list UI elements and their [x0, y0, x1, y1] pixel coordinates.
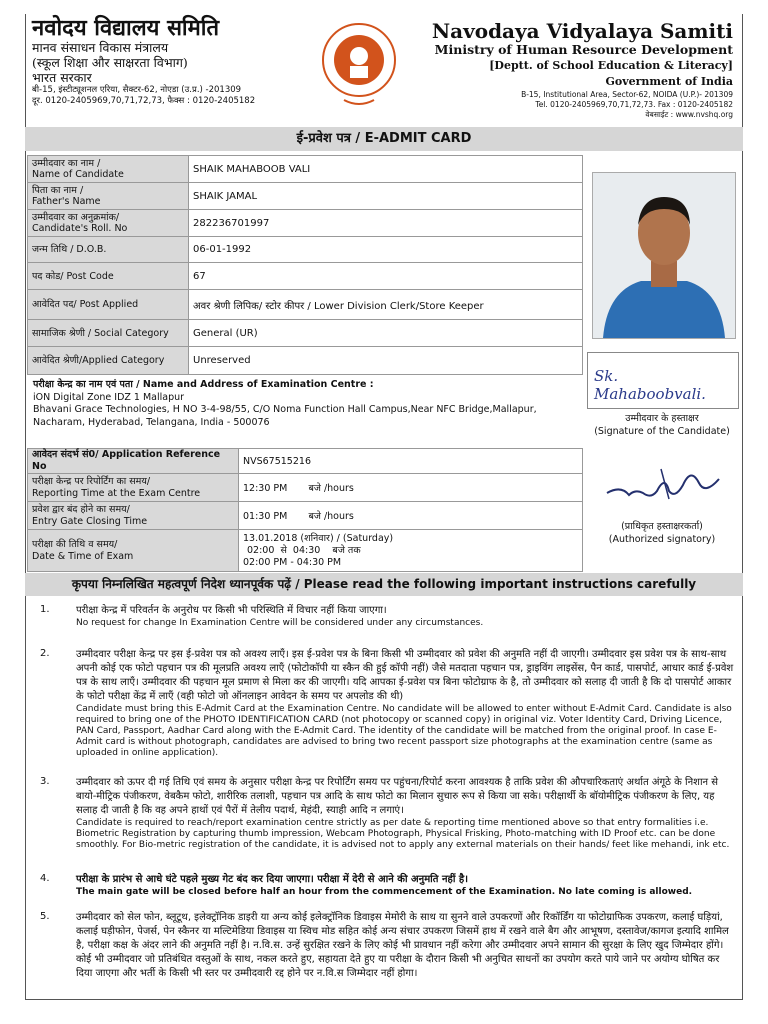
instruction-hindi: उम्मीदवार को ऊपर दी गई तिथि एवं समय के अनुसार परीक्षा केन्द्र पर रिपोर्टिंग समय पर पहुंचना/रिपोर्ट करना आवश्यक है ताकि प्रवेश की औपचारिकताएं अर्थात अंगूठे के निशान से बायो-मीट्रिक पंजीकरण, वेबकैम फोटो, शारीरिक तलाशी, पहचान पत्र आदि के साथ फोटो का मिलान सुचारु रूप से किया जा सके। परीक्षार्थी के बॉयोमीट्रिक पंजीकरण के लिए, यह सलाह दी जाती है कि वह अपने हाथों एवं पैरों में तेलीय पदार्थ, मेहंदी, स्याही आदि न लगाएं। [76, 777, 719, 816]
reporting-time-label: परीक्षा केन्द्र पर रिपोर्टिंग का समय/ Reporting Time at the Exam Centre [28, 474, 239, 502]
instruction-hindi: परीक्षा केन्द्र में परिवर्तन के अनुरोध पर किसी भी परिस्थिति में विचार नहीं किया जाएगा। [76, 605, 387, 616]
dept: [Deptt. of School Education & Literacy] [489, 59, 733, 72]
candidate-signature [587, 352, 739, 409]
signature-caption-en: (Signature of the Candidate) [594, 426, 730, 437]
exam-date-label: परीक्षा की तिथि व समय/ Date & Time of Exam [28, 530, 239, 572]
instruction-english: Candidate is required to reach/report examination centre strictly as per date & reporting time mentioned above so that entry formalities i.e. Biometric Registration by capturing thumb impression, Webcam Photograph, Physical Frisking, Photo-matching with ID Proof etc. can be done smoothly. For Bio-metric registration of the candidate, it is advised not to apply any external materials on their hands/ feet like mehandi, ink etc. [76, 818, 730, 850]
application-ref-label: आवेदन संदर्भ सं0/ Application Reference No [28, 449, 239, 474]
signature-text: Sk. Mahaboobvali. [594, 367, 706, 403]
instruction-hindi: परीक्षा के प्रारंभ से आधे घंटे पहले मुख्य गेट बंद कर दिया जाएगा। परीक्षा में देरी से आने की अनुमति नहीं है। [76, 874, 468, 885]
detail-value: 282236701997 [189, 210, 583, 237]
detail-value: General (UR) [189, 320, 583, 347]
instruction-number: 4. [40, 873, 50, 884]
detail-label: सामाजिक श्रेणी / Social Category [28, 320, 189, 347]
gate-closing-label: प्रवेश द्वार बंद होने का समय/ Entry Gate Closing Time [28, 502, 239, 530]
centre-name: iON Digital Zone IDZ 1 Mallapur [33, 391, 185, 403]
instruction-number: 3. [40, 776, 50, 787]
candidate-details-table [27, 155, 583, 375]
application-ref-value: NVS67515216 [239, 449, 583, 474]
authorized-signature-icon [595, 455, 730, 515]
instruction-number: 1. [40, 604, 50, 615]
address: B-15, Institutional Area, Sector-62, NOIDA (U.P.)- 201309 [521, 90, 733, 99]
detail-value: SHAIK JAMAL [189, 183, 583, 210]
detail-row [28, 183, 583, 210]
detail-label: उम्मीदवार का अनुक्रमांक/ Candidate's Roll. No [28, 210, 189, 237]
instruction-english: No request for change In Examination Centre will be considered under any circumstances. [76, 618, 484, 628]
hindi-address: बी-15, इंस्टीट्यूशनल एरिया, सैक्टर-62, नोएडा (उ.प्र.) -201309 [32, 85, 242, 95]
instruction-item [30, 873, 738, 898]
phone: Tel. 0120-2405969,70,71,72,73. Fax : 0120-2405182 [535, 100, 733, 109]
detail-value: 06-01-1992 [189, 237, 583, 263]
instruction-hindi: उम्मीदवार को सेल फोन, ब्लूटूथ, इलेक्ट्रॉनिक डाइरी या अन्य कोई इलेक्ट्रॉनिक डिवाइस मेमोरी के साथ या सुनने वाले उपकरणों और रिकॉर्डिंग या फोटोग्राफिक उपकरण, कलाई घड़ियां, कलाई घड़ीफोन, पेजर्स, पेन स्कैनर या मल्टिमेडिया डिवाइस या स्विच मोड सहित कोई अन्य संचार उपकरण जिसमें हाथ में रखने वाले बैग और आभूषण, दस्तावेज/कागज इत्यादि शामिल है, परीक्षा कक्ष के अंदर लाने की अनुमति नहीं है। न.वि.स. उन्हें सुरक्षित रखने के लिए कोई भी प्रावधान नहीं करेगा और उम्मीदवार अपने सामान की सुरक्षा के लिए खुद जिम्मेदार होंगे। कोई भी उम्मीदवार जो प्रतिबंधित वस्तुओं के साथ, नकल करते हुए, सहायता देते हुए या परीक्षा के दौरान किसी भी अनुचित साधनों का उपयोग करते पाये जाने पर अयोग्य घोषित कर दिया जाएगा और भर्ती के किसी भी स्तर पर उम्मीदवारी रद्द होने पर न.वि.स जिम्मेदार नहीं होगा। [76, 912, 729, 979]
detail-label: उम्मीदवार का नाम / Name of Candidate [28, 156, 189, 183]
instruction-item [30, 776, 738, 851]
hindi-phone: दूर. 0120-2405969,70,71,72,73, फैक्स : 0120-2405182 [32, 96, 256, 106]
page-title: ई-प्रवेश पत्र / E-ADMIT CARD [25, 127, 743, 151]
detail-row [28, 290, 583, 320]
instruction-number: 2. [40, 648, 50, 659]
signature-caption-hi: उम्मीदवार के हस्ताक्षर [625, 413, 699, 424]
instruction-item [30, 648, 738, 759]
centre-label: परीक्षा केन्द्र का नाम एवं पता / Name and Address of Examination Centre : [33, 379, 374, 390]
hindi-header [32, 16, 255, 107]
detail-row [28, 263, 583, 290]
detail-label: पद कोड/ Post Code [28, 263, 189, 290]
detail-label: जन्म तिथि / D.O.B. [28, 237, 189, 263]
hindi-org-name: नवोदय विद्यालय समिति [32, 15, 220, 41]
reporting-time-value: 12:30 PM बजे /hours [239, 474, 583, 502]
candidate-photo [592, 172, 736, 339]
instruction-item [30, 911, 738, 981]
detail-value: Unreserved [189, 347, 583, 375]
detail-value: SHAIK MAHABOOB VALI [189, 156, 583, 183]
org-name: Navodaya Vidyalaya Samiti [431, 19, 733, 43]
detail-row [28, 156, 583, 183]
instructions-title: कृपया निम्नलिखित महत्वपूर्ण निदेश ध्यानपूर्वक पढ़ें / Please read the following important instructions carefully [25, 573, 743, 596]
hindi-ministry: मानव संसाधन विकास मंत्रालय [32, 40, 169, 55]
govt: Government of India [605, 75, 733, 88]
instruction-hindi: उम्मीदवार परीक्षा केन्द्र पर इस ई-प्रवेश पत्र को अवश्य लाएँ। इस ई-प्रवेश पत्र के बिना किसी भी उम्मीदवार को प्रवेश की अनुमति नहीं दी जाएगी। उम्मीदवार इस प्रवेश पत्र के साथ-साथ अपनी कोई एक फोटो पहचान पत्र की मूलप्रति अवश्य लाएँ (फोटोकॉपी या स्कैन की हुई कॉपी नहीं) जैसे मतदाता पहचान पत्र, ड्राइविंग लाइसेंस, पैन कार्ड, पासपोर्ट, आधार कार्ड ई-प्रवेश पत्र के साथ लाएँ। उम्मीदवार की पहचान मूल प्रमाण से मिला कर की जाएगी। यदि आपका ई-प्रवेश पत्र बिना फोटोग्राफ के है, तो उम्मीदवार को सलाह दी जाती है कि दो पासपोर्ट आकार के फोटो परीक्षा केंद्र में लाएँ (वही फोटो जो ऑनलाइन आवेदन के समय पर अपलोड की थी) [76, 649, 734, 702]
exam-timing-table [27, 448, 583, 572]
authorized-caption-en: (Authorized signatory) [608, 534, 716, 545]
exam-centre-block [27, 377, 583, 444]
instruction-english: The main gate will be closed before half an hour from the commencement of the Examination. No late coming is allowed. [76, 887, 693, 897]
instruction-item [30, 604, 738, 629]
exam-date-value: 13.01.2018 (शनिवार) / (Saturday) 02:00 से 04:30 बजे तक 02:00 PM - 04:30 PM [239, 530, 583, 572]
detail-row [28, 210, 583, 237]
instruction-number: 5. [40, 911, 50, 922]
detail-label: आवेदित श्रेणी/Applied Category [28, 347, 189, 375]
centre-address: Bhavani Grace Technologies, H NO 3-4-98/55, C/O Noma Function Hall Campus,Near NFC Bridge,Mallapur, Nacharam, Hyderabad, Telangana, India - 500076 [33, 404, 537, 428]
detail-row [28, 347, 583, 375]
authorized-caption [587, 520, 737, 546]
website: वेबसाईट : www.nvshq.org [645, 110, 733, 119]
english-header [432, 20, 733, 120]
ministry: Ministry of Human Resource Development [434, 42, 733, 57]
detail-value: 67 [189, 263, 583, 290]
detail-label: आवेदित पद/ Post Applied [28, 290, 189, 320]
signature-caption [587, 412, 737, 438]
detail-row [28, 320, 583, 347]
nvs-logo-icon [320, 20, 398, 110]
hindi-dept: (स्कूल शिक्षा और साक्षरता विभाग) [32, 55, 188, 70]
detail-row [28, 237, 583, 263]
gate-closing-value: 01:30 PM बजे /hours [239, 502, 583, 530]
detail-label: पिता का नाम / Father's Name [28, 183, 189, 210]
instruction-english: Candidate must bring this E-Admit Card at the Examination Centre. No candidate will be allowed to enter without E-Admit Card. Candidate is also required to bring one of the PHOTO IDENTIFICATION CARD (not photocopy or scanned copy) in original viz. Voter Identity Card, Driving Licence, PAN Card, Passport, Aadhar Card along with the E-Admit Card. The identity of the candidate will be matched from the original proof. In case E-Admit card is without photograph, candidates are advised to bring two recent passport size photographs at the examination centre (same as uploaded in online application). [76, 704, 732, 758]
detail-value: अवर श्रेणी लिपिक/ स्टोर कीपर / Lower Division Clerk/Store Keeper [189, 290, 583, 320]
hindi-govt: भारत सरकार [32, 70, 92, 85]
authorized-caption-hi: (प्राधिकृत हस्ताक्षरकर्ता) [621, 521, 703, 532]
